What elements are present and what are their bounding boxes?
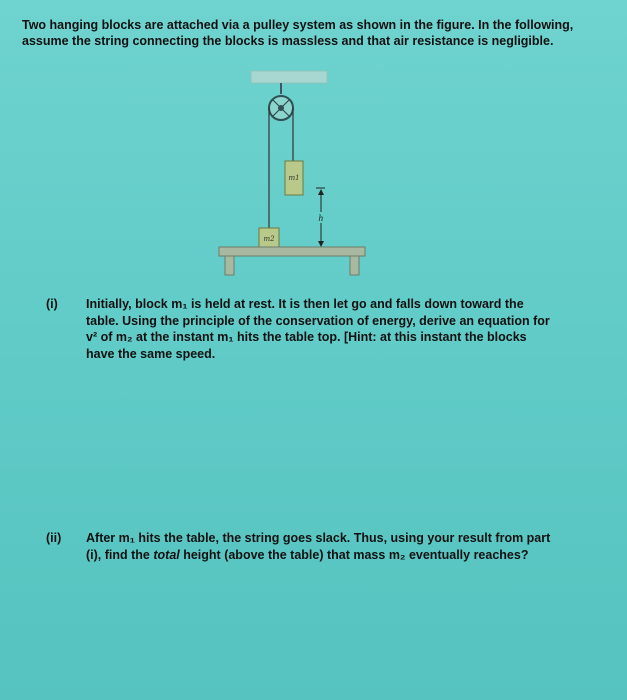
question-i-text: Initially, block m₁ is held at rest. It is then let go and falls down toward the table. Using the principle of the conservation of energy, derive an equation for v² of m₂ at the instant m₁ hits the table top. [Hint: at this instant the blocks have the same speed. — [86, 297, 550, 361]
table-leg-left — [225, 256, 234, 275]
question-ii-text — [86, 530, 556, 563]
block-m1-label: m1 — [288, 174, 300, 182]
height-label: h — [318, 214, 324, 223]
ceiling-bar — [251, 71, 327, 83]
table-leg-right — [350, 256, 359, 275]
question-ii — [46, 530, 566, 570]
question-ii-text-before: After m₁ hits the table, the string goes slack. Thus, using your result from part (i), find the — [86, 531, 551, 562]
height-arrow-up — [318, 189, 324, 195]
table-top — [219, 247, 365, 256]
question-i — [46, 296, 566, 366]
question-ii-emphasis: total — [153, 547, 180, 562]
question-ii-text-after: height (above the table) that mass m₂ eventually reaches? — [179, 547, 529, 562]
pulley-diagram — [215, 68, 375, 278]
block-m2-label: m2 — [263, 235, 275, 243]
question-i-number: (i) — [46, 297, 58, 311]
height-arrow-down — [318, 241, 324, 247]
pulley-figure — [215, 68, 375, 278]
question-ii-number: (ii) — [46, 531, 62, 545]
problem-intro: Two hanging blocks are attached via a pulley system as shown in the figure. In the following, assume the string connecting the blocks is massless and that air resistance is negligible. — [22, 18, 574, 48]
